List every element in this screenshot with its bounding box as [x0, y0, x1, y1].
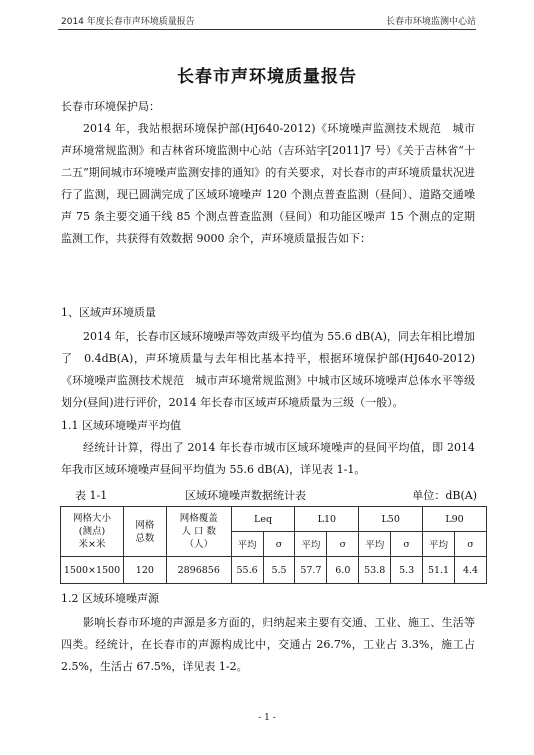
noise-statistics-table: [60, 506, 487, 584]
header-l50: L50: [359, 507, 423, 532]
section-1-1-paragraph: 经统计计算，得出了 2014 年长春市城市区域环境噪声的昼间平均值，即 2014 年我市区域环境噪声昼间平均值为 55.6 dB(A)，详见表 1-1。: [61, 441, 475, 476]
cell-leq-mean: 55.6: [231, 557, 263, 584]
cell-l10-sigma: 6.0: [327, 557, 359, 584]
header-mean: 平均: [231, 532, 263, 557]
salutation: 长春市环境保护局：: [61, 100, 160, 113]
header-l10: L10: [295, 507, 359, 532]
cell-l50-mean: 53.8: [359, 557, 391, 584]
cell-population: 2896856: [166, 557, 231, 584]
header-sigma: σ: [391, 532, 423, 557]
table-caption: [75, 487, 477, 501]
cell-l90-sigma: 4.4: [455, 557, 487, 584]
table-title: 区域环境噪声数据统计表: [185, 489, 306, 502]
table-unit: 单位：dB(A): [412, 489, 477, 502]
header-mean: 平均: [359, 532, 391, 557]
section-1-paragraph: 2014 年，长春市区域环境噪声等效声级平均值为 55.6 dB(A)，同去年相比增加了 0.4dB(A)，声环境质量与去年相比基本持平，根据环境保护部(HJ640-2012)《环境噪声监测技术规范 城市声环境常规监测》中城市区域环境噪声总体水平等级划分(昼间)进行评价，2014 年长春市区域声环境质量为三级（一般）。: [61, 330, 475, 409]
header-rule: [58, 29, 476, 30]
running-header-left: 2014 年度长春市声环境质量报告: [61, 17, 195, 27]
section-1-2-heading: 1.2 区域环境噪声源: [61, 592, 159, 605]
header-sigma: σ: [327, 532, 359, 557]
header-mean: 平均: [423, 532, 455, 557]
cell-leq-sigma: 5.5: [263, 557, 295, 584]
table-row: [61, 557, 487, 584]
cell-l50-sigma: 5.3: [391, 557, 423, 584]
header-sigma: σ: [455, 532, 487, 557]
header-grid-size: 网格大小 (测点) 米×米: [61, 507, 124, 557]
page-number: - 1 -: [258, 713, 276, 723]
header-population: 网格覆盖 人 口 数 （人）: [166, 507, 231, 557]
header-mean: 平均: [295, 532, 327, 557]
header-l90: L90: [423, 507, 487, 532]
section-1-2-paragraph: 影响长春市环境的声源是多方面的，归纳起来主要有交通、工业、施工、生活等四类。经统计，在长春市的声源构成比中，交通占 26.7%，工业占 3.3%，施工占 2.5%，生活占 67.5%，详见表 1-2。: [61, 616, 475, 673]
table-number: 表 1-1: [75, 489, 108, 502]
section-1-heading: 1、区域声环境质量: [61, 306, 156, 319]
header-leq: Leq: [231, 507, 295, 532]
intro-paragraph: 2014 年，我站根据环境保护部(HJ640-2012)《环境噪声监测技术规范 城市声环境常规监测》和吉林省环境监测中心站（吉环站字[2011]7 号）《关于吉林省“十二五”期间城市环境噪声监测安排的通知》的有关要求，对长春市的声环境质量状况进行了监测，现已圆满完成了区域环境噪声 120 个测点普查监测（昼间）、道路交通噪声 75 条主要交通干线 85 个测点普查监测（昼间）和功能区噪声 15 个测点的定期监测工作，共获得有效数据 9000 余个，声环境质量报告如下：: [61, 122, 475, 245]
header-grid-total: 网格 总数: [123, 507, 166, 557]
cell-l90-mean: 51.1: [423, 557, 455, 584]
running-header-right: 长春市环境监测中心站: [385, 17, 476, 27]
cell-grid-size: 1500×1500: [61, 557, 124, 584]
cell-grid-total: 120: [123, 557, 166, 584]
header-sigma: σ: [263, 532, 295, 557]
section-1-1-heading: 1.1 区域环境噪声平均值: [61, 419, 181, 432]
cell-l10-mean: 57.7: [295, 557, 327, 584]
report-title: 长春市声环境质量报告: [177, 67, 357, 87]
